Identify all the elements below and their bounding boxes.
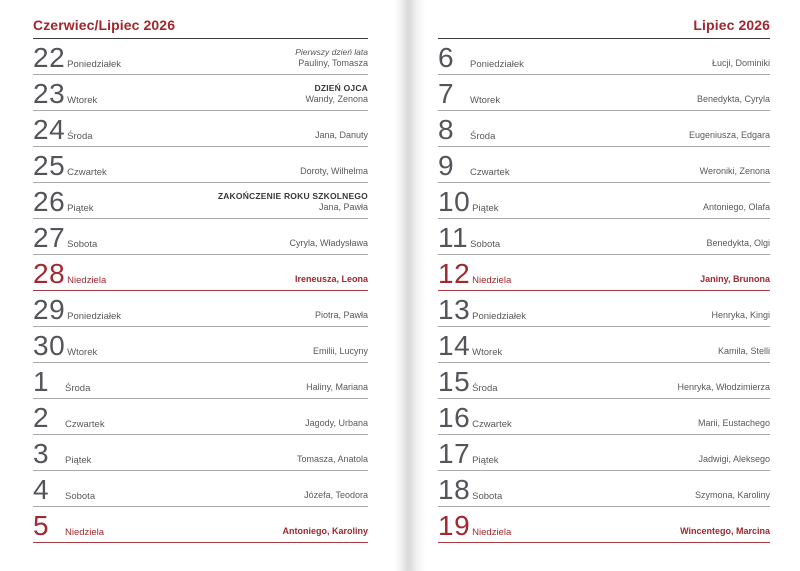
name-day-label: Wincentego, Marcina — [680, 526, 770, 536]
weekday-label: Poniedziałek — [67, 311, 122, 322]
day-row-left — [33, 186, 94, 217]
day-row-left — [33, 42, 122, 73]
day-row-left — [33, 474, 96, 505]
day-row — [438, 255, 770, 291]
day-number: 30 — [33, 330, 66, 361]
weekday-label: Poniedziałek — [470, 59, 524, 70]
day-number: 6 — [438, 42, 455, 73]
day-number: 22 — [33, 42, 66, 73]
day-row-left — [438, 474, 503, 505]
day-row-left — [438, 402, 512, 433]
page-title-right: Lipiec 2026 — [693, 17, 770, 33]
day-row-right — [697, 94, 770, 105]
day-row-right — [304, 490, 368, 501]
day-row-right — [289, 238, 368, 249]
page-gutter-shadow — [394, 0, 426, 571]
day-row-right — [695, 490, 770, 501]
calendar-page-left — [33, 0, 368, 571]
day-row — [33, 363, 368, 399]
day-row-right — [305, 83, 368, 105]
day-row-right — [315, 130, 368, 141]
day-row — [438, 435, 770, 471]
day-number: 17 — [438, 438, 471, 469]
weekday-label: Środa — [472, 383, 498, 394]
day-number: 5 — [33, 510, 50, 541]
page-header-left — [33, 0, 368, 39]
name-day-label: Tomasza, Anatola — [296, 454, 368, 464]
day-row-left — [33, 258, 107, 289]
day-row-right — [703, 202, 770, 213]
weekday-label: Sobota — [472, 491, 503, 502]
day-row-right — [295, 47, 368, 69]
day-number: 15 — [438, 366, 471, 397]
weekday-label: Wtorek — [470, 95, 501, 106]
day-row — [33, 39, 368, 75]
day-row-right — [283, 526, 369, 537]
weekday-label: Czwartek — [67, 167, 107, 178]
day-row-left — [438, 294, 527, 325]
weekday-label: Sobota — [65, 491, 96, 502]
day-number: 9 — [438, 150, 455, 181]
day-row — [438, 291, 770, 327]
name-day-label: Emilii, Lucyny — [312, 346, 368, 356]
day-row — [438, 327, 770, 363]
name-day-label: Antoniego, Olafa — [702, 202, 770, 212]
day-row-left — [33, 114, 93, 145]
day-row-right — [315, 310, 368, 321]
day-row — [33, 219, 368, 255]
name-day-label: Weroniki, Zenona — [699, 166, 770, 176]
day-row-left — [33, 402, 105, 433]
day-row — [438, 111, 770, 147]
day-row-left — [33, 438, 92, 469]
day-row — [438, 507, 770, 543]
page-title-left: Czerwiec/Lipiec 2026 — [33, 17, 176, 33]
weekday-label: Wtorek — [67, 347, 98, 358]
weekday-label: Sobota — [470, 239, 501, 250]
weekday-label: Czwartek — [470, 167, 510, 178]
day-row — [33, 255, 368, 291]
day-row-right — [718, 346, 770, 357]
day-rows-right — [438, 39, 770, 543]
day-row-right — [698, 454, 770, 465]
day-row-right — [700, 166, 770, 177]
weekday-label: Czwartek — [472, 419, 512, 430]
name-day-label: Ireneusza, Leona — [294, 274, 368, 284]
name-day-label: Cyryla, Władysława — [289, 238, 368, 248]
day-row — [33, 327, 368, 363]
day-number: 2 — [33, 402, 50, 433]
day-row — [438, 471, 770, 507]
day-row-left — [438, 114, 496, 145]
name-day-label: Piotra, Pawła — [314, 310, 368, 320]
day-row-right — [305, 418, 368, 429]
weekday-label: Niedziela — [472, 275, 512, 286]
name-day-label: Benedykta, Olgi — [706, 238, 770, 248]
day-number: 25 — [33, 150, 66, 181]
day-row-right — [295, 274, 368, 285]
name-day-label: Benedykta, Cyryla — [696, 94, 770, 104]
day-row — [438, 183, 770, 219]
special-day-label: Pierwszy dzień lata — [295, 47, 368, 57]
day-row-right — [297, 454, 368, 465]
day-number: 19 — [438, 510, 471, 541]
day-number: 12 — [438, 258, 471, 289]
special-day-label: DZIEŃ OJCA — [314, 83, 368, 93]
day-row-right — [300, 166, 368, 177]
name-day-label: Józefa, Teodora — [304, 490, 368, 500]
weekday-label: Poniedziałek — [472, 311, 527, 322]
day-number: 23 — [33, 78, 66, 109]
day-row-left — [438, 222, 501, 253]
day-row — [33, 507, 368, 543]
weekday-label: Piątek — [65, 455, 92, 466]
weekday-label: Piątek — [67, 203, 94, 214]
weekday-label: Wtorek — [472, 347, 503, 358]
day-row — [438, 147, 770, 183]
day-row-right — [306, 382, 368, 393]
day-row-left — [33, 330, 98, 361]
day-number: 27 — [33, 222, 66, 253]
weekday-label: Poniedziałek — [67, 59, 122, 70]
name-day-label: Haliny, Mariana — [306, 382, 368, 392]
day-row-left — [33, 294, 122, 325]
day-row-left — [438, 510, 512, 541]
day-row-left — [438, 150, 510, 181]
day-row-left — [438, 366, 498, 397]
day-number: 8 — [438, 114, 455, 145]
day-number: 29 — [33, 294, 66, 325]
day-number: 26 — [33, 186, 66, 217]
weekday-label: Czwartek — [65, 419, 105, 430]
day-number: 28 — [33, 258, 66, 289]
weekday-label: Niedziela — [67, 275, 107, 286]
day-number: 10 — [438, 186, 471, 217]
day-row — [438, 219, 770, 255]
day-number: 3 — [33, 438, 50, 469]
day-row — [33, 399, 368, 435]
day-row-left — [438, 186, 499, 217]
day-row-left — [438, 78, 501, 109]
day-row-right — [677, 382, 770, 393]
name-day-label: Jagody, Urbana — [305, 418, 368, 428]
name-day-label: Kamila, Stelli — [717, 346, 770, 356]
day-number: 1 — [33, 366, 50, 397]
calendar-page-right — [438, 0, 770, 571]
day-row — [33, 75, 368, 111]
day-row-left — [33, 510, 105, 541]
day-row-right — [689, 130, 770, 141]
day-row-left — [33, 366, 91, 397]
page-header-right — [438, 0, 770, 39]
day-rows-left — [33, 39, 368, 543]
name-day-label: Wandy, Zenona — [305, 94, 368, 104]
day-row-right — [700, 274, 770, 285]
day-row — [438, 75, 770, 111]
weekday-label: Środa — [470, 131, 496, 142]
weekday-label: Piątek — [472, 455, 499, 466]
name-day-label: Marii, Eustachego — [697, 418, 770, 428]
day-row — [438, 363, 770, 399]
weekday-label: Środa — [67, 131, 93, 142]
day-row-left — [33, 222, 98, 253]
name-day-label: Henryka, Kingi — [711, 310, 770, 320]
name-day-label: Janiny, Brunona — [700, 274, 770, 284]
name-day-label: Doroty, Wilhelma — [300, 166, 368, 176]
day-row-left — [438, 330, 503, 361]
day-row — [438, 39, 770, 75]
day-row-right — [711, 310, 770, 321]
name-day-label: Eugeniusza, Edgara — [688, 130, 770, 140]
weekday-label: Wtorek — [67, 95, 98, 106]
day-row-left — [438, 438, 499, 469]
name-day-label: Łucji, Dominiki — [711, 58, 770, 68]
day-number: 14 — [438, 330, 471, 361]
day-row-right — [218, 191, 368, 213]
day-row — [438, 399, 770, 435]
day-number: 24 — [33, 114, 66, 145]
day-number: 11 — [438, 222, 469, 253]
day-row-left — [438, 258, 512, 289]
day-row — [33, 291, 368, 327]
weekday-label: Środa — [65, 383, 91, 394]
day-row — [33, 147, 368, 183]
weekday-label: Sobota — [67, 239, 98, 250]
day-row — [33, 111, 368, 147]
day-row-right — [712, 58, 770, 69]
name-day-label: Antoniego, Karoliny — [282, 526, 368, 536]
day-row-right — [706, 238, 770, 249]
day-row — [33, 435, 368, 471]
day-row-left — [33, 150, 107, 181]
name-day-label: Jana, Danuty — [314, 130, 368, 140]
day-row-right — [698, 418, 770, 429]
day-row — [33, 183, 368, 219]
weekday-label: Piątek — [472, 203, 499, 214]
day-row-right — [313, 346, 368, 357]
day-row — [33, 471, 368, 507]
name-day-label: Pauliny, Tomasza — [298, 58, 368, 68]
day-row-right — [680, 526, 770, 537]
day-number: 4 — [33, 474, 50, 505]
day-number: 13 — [438, 294, 471, 325]
weekday-label: Niedziela — [472, 527, 512, 538]
weekday-label: Niedziela — [65, 527, 105, 538]
day-row-left — [33, 78, 98, 109]
day-number: 7 — [438, 78, 455, 109]
special-day-label: ZAKOŃCZENIE ROKU SZKOLNEGO — [217, 191, 368, 201]
name-day-label: Henryka, Włodzimierza — [677, 382, 770, 392]
name-day-label: Jana, Pawła — [318, 202, 368, 212]
day-row-left — [438, 42, 524, 73]
day-number: 16 — [438, 402, 471, 433]
day-number: 18 — [438, 474, 471, 505]
name-day-label: Jadwigi, Aleksego — [698, 454, 770, 464]
name-day-label: Szymona, Karoliny — [694, 490, 770, 500]
